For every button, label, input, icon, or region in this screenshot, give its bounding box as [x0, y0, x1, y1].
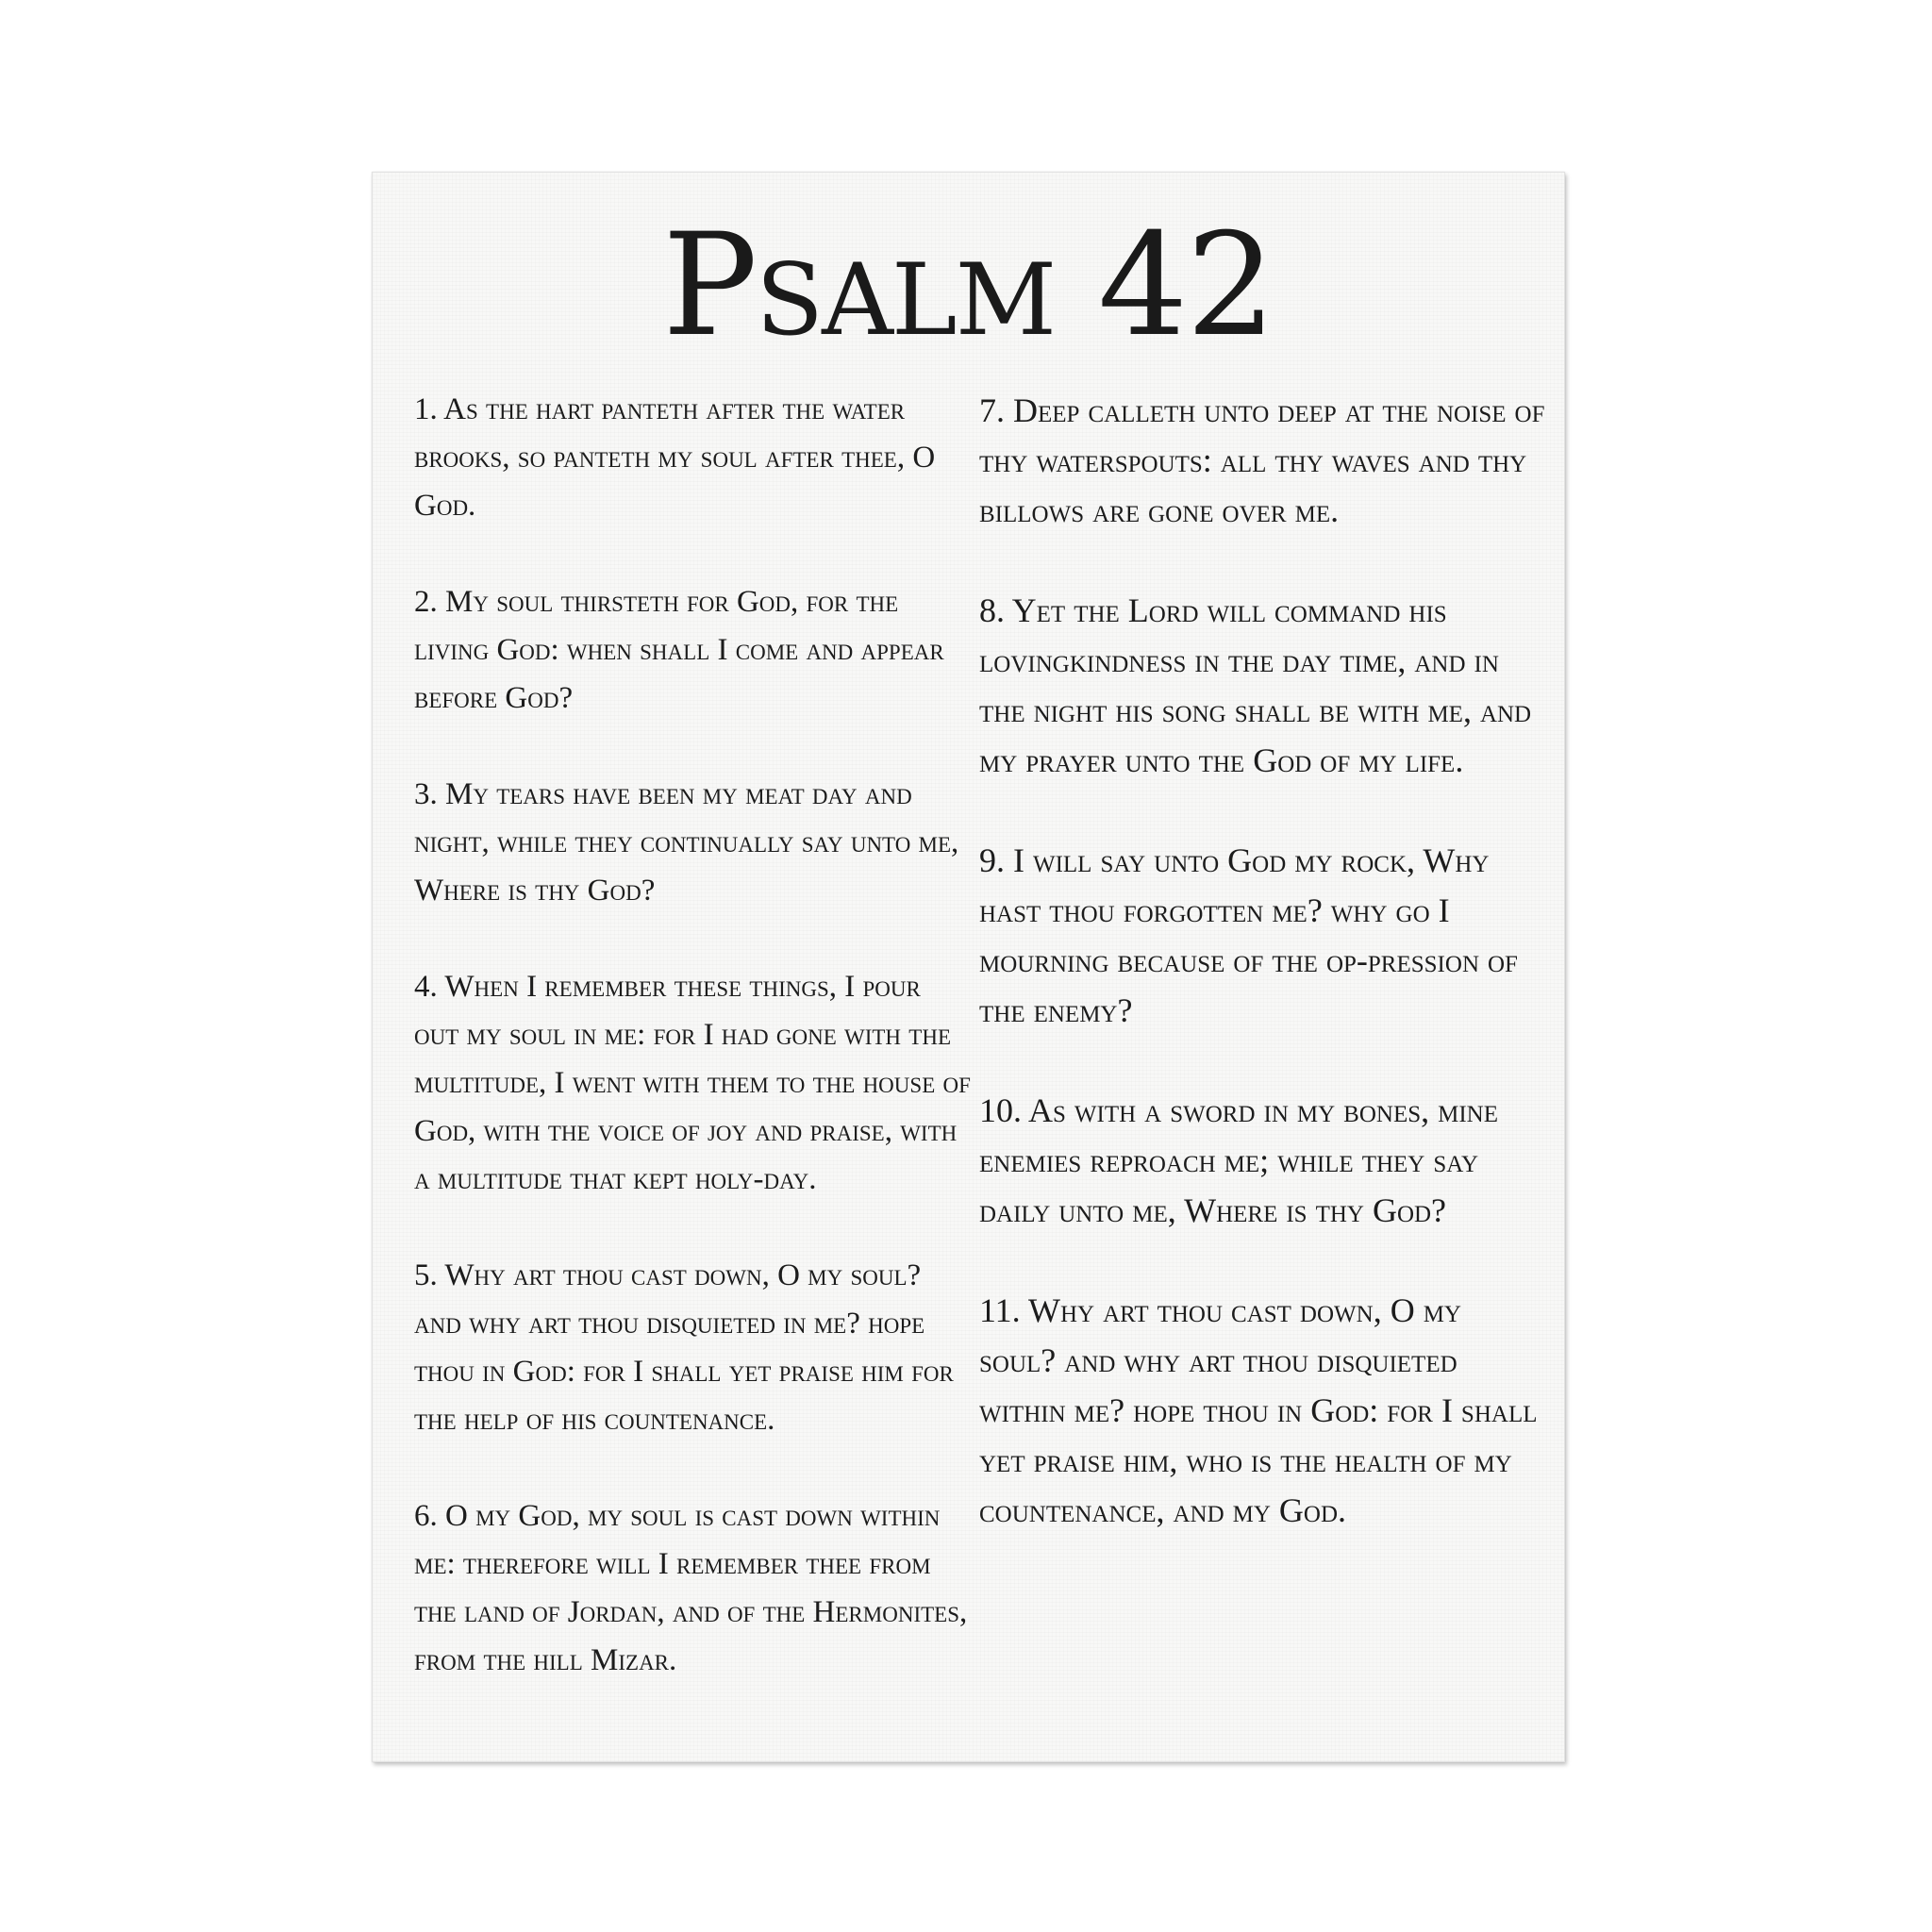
verse-6: 6. O my God, my soul is cast down within me: therefore will I remember thee from the land of Jordan, and of the Hermonites, from the hill Mizar. [414, 1499, 968, 1677]
verse-5: 5. Why art thou cast down, O my soul? and why art thou disquieted in me? hope thou in God: for I shall yet praise him for the help of his countenance. [414, 1258, 954, 1437]
verse-7: 7. Deep calleth unto deep at the noise of thy waterspouts: all thy waves and thy billows are gone over me. [979, 391, 1545, 529]
verse-column-left [414, 386, 971, 1733]
page-title: Psalm 42 [662, 204, 1274, 368]
verse-3: 3. My tears have been my meat day and night, while they continually say unto me, Where is thy God? [414, 777, 959, 908]
verse-column-right [979, 386, 1545, 1586]
verse-11: 11. Why art thou cast down, O my soul? and why art thou disquieted within me? hope thou in God: for I shall yet praise him, who is the health of my countenance, and my God. [979, 1291, 1538, 1529]
verse-8: 8. Yet the Lord will command his lovingkindness in the day time, and in the night his song shall be with me, and my prayer unto the God of my life. [979, 591, 1532, 779]
verse-1: 1. As the hart panteth after the water brooks, so panteth my soul after thee, O God. [414, 392, 936, 523]
canvas-print [372, 172, 1565, 1762]
verse-2: 2. My soul thirsteth for God, for the living God: when shall I come and appear before God? [414, 585, 944, 715]
verse-10: 10. As with a sword in my bones, mine enemies reproach me; while they say daily unto me, Where is thy God? [979, 1091, 1498, 1229]
verse-9: 9. I will say unto God my rock, Why hast thou forgotten me? why go I mourning because of the op-pression of the enemy? [979, 841, 1518, 1029]
verse-4: 4. When I remember these things, I pour out my soul in me: for I had gone with the multitude, I went with them to the house of God, with the voice of joy and praise, with a multitude that kept holy-day. [414, 970, 971, 1196]
